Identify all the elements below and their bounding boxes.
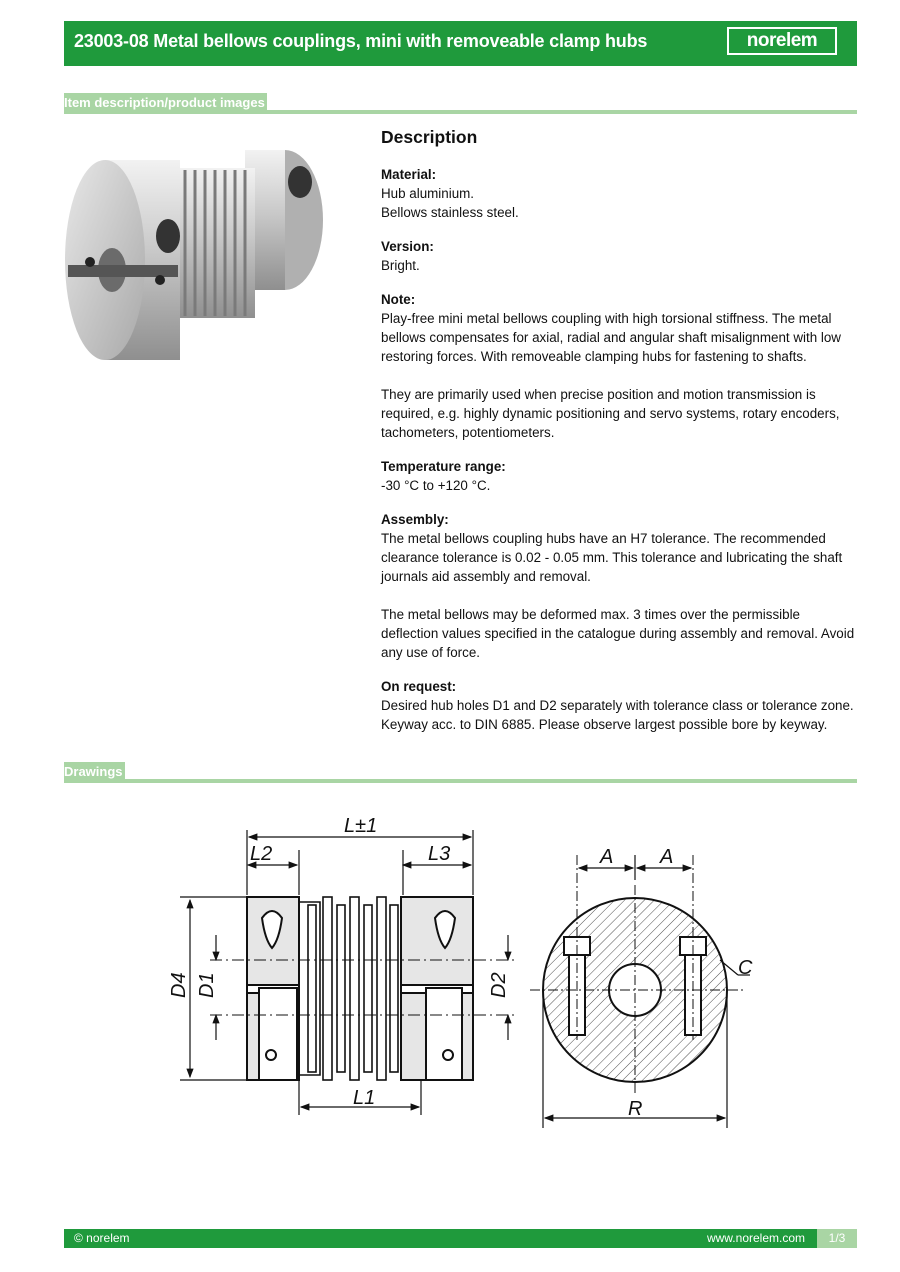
on-request-block	[381, 677, 861, 734]
label-D4: D4	[168, 972, 190, 998]
description-block	[381, 128, 861, 749]
section-item-description	[64, 92, 857, 114]
version-block	[381, 237, 861, 275]
footer-copyright: © norelem	[74, 1231, 130, 1245]
bellows-coupling-photo-icon	[60, 130, 330, 370]
version-text: Bright.	[381, 258, 420, 273]
assembly-paragraph: The metal bellows coupling hubs have an H7 tolerance. The recommended clearance tolerance is 0.02 - 0.05 mm. This tolerance and lubricating the shaft journals aid assembly and removal.	[381, 531, 843, 584]
label-L2: L2	[250, 843, 273, 865]
temperature-block	[381, 457, 861, 495]
label-R: R	[628, 1098, 643, 1120]
footer-bar	[64, 1229, 857, 1248]
norelem-logo[interactable]: norelem	[727, 27, 837, 55]
label-A-left: A	[600, 846, 614, 868]
temperature-text: -30 °C to +120 °C.	[381, 478, 491, 493]
note-heading: Note:	[381, 292, 416, 307]
note-block	[381, 290, 861, 442]
page-number: 1/3	[817, 1229, 857, 1248]
footer-website-link[interactable]: www.norelem.com	[706, 1231, 805, 1245]
material-line: Hub aluminium.	[381, 186, 475, 201]
assembly-heading: Assembly:	[381, 512, 449, 527]
page-title: 23003-08 Metal bellows couplings, mini with removeable clamp hubs	[74, 31, 648, 51]
section-label: Drawings	[64, 762, 125, 783]
material-heading: Material:	[381, 167, 437, 182]
section-drawings	[64, 761, 857, 783]
on-request-text: Desired hub holes D1 and D2 separately with tolerance class or tolerance zone. Keyway acc. to DIN 6885. Please observe largest possible bore by keyway.	[381, 698, 854, 732]
header-bar	[64, 21, 857, 66]
note-paragraph: They are primarily used when precise position and motion transmission is required, e.g. highly dynamic positioning and servo systems, rotary encoders, tachometers, potentiometers.	[381, 387, 840, 440]
on-request-heading: On request:	[381, 679, 457, 694]
assembly-block	[381, 510, 861, 662]
material-line: Bellows stainless steel.	[381, 205, 519, 220]
label-C: C	[738, 957, 753, 979]
section-label: Item description/product images	[64, 93, 267, 114]
label-D1: D1	[196, 972, 218, 998]
description-title: Description	[381, 127, 478, 147]
assembly-paragraph: The metal bellows may be deformed max. 3 times over the permissible deflection values specified in the catalogue during assembly and removal. Avoid any use of force.	[381, 607, 855, 660]
version-heading: Version:	[381, 239, 434, 254]
technical-drawing	[160, 810, 780, 1140]
note-paragraph: Play-free mini metal bellows coupling with high torsional stiffness. The metal bellows compensates for axial, radial and angular shaft misalignment with low restoring forces. With removeable clamping hubs for fastening to shafts.	[381, 311, 841, 364]
temperature-heading: Temperature range:	[381, 459, 506, 474]
material-block	[381, 165, 861, 222]
label-L1: L1	[353, 1087, 376, 1109]
label-D2: D2	[488, 972, 510, 998]
label-L: L±1	[344, 815, 378, 837]
label-L3: L3	[428, 843, 451, 865]
label-A-right: A	[660, 846, 674, 868]
